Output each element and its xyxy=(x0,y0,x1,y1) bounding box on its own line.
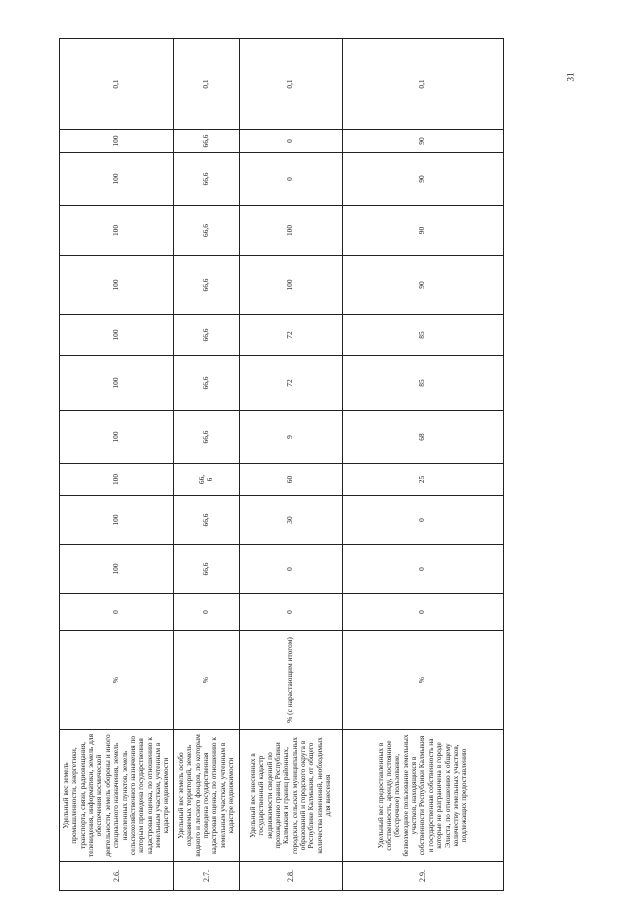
table-row xyxy=(173,39,239,891)
last-value-cell: 0,1 xyxy=(342,39,503,130)
indicator-description: Удельный вес земель особо охраняемых территорий, земель водного и лесного фондов, по которым проведена государственная кадастровая оценка, по отношению к земельным участкам, учтенным в кадастре недвижимости xyxy=(173,730,239,862)
value-cell: 100 xyxy=(239,256,342,315)
unit-cell: % xyxy=(60,631,174,730)
value-cell: 66,6 xyxy=(173,496,239,545)
value-cell: 72 xyxy=(239,356,342,411)
row-number: 2.8. xyxy=(239,862,342,891)
value-cell: 66,6 xyxy=(173,315,239,356)
value-cell: 100 xyxy=(60,545,174,594)
value-cell: 90 xyxy=(342,130,503,153)
row-number: 2.9. xyxy=(342,862,503,891)
row-number: 2.6. xyxy=(60,862,174,891)
value-cell: 100 xyxy=(60,356,174,411)
indicator-description: Удельный вес внесенных в государственный кадастр недвижимости сведений по прохождению границ Республики Калмыкия и границ районных, городских, сельских муниципальных образований и городского округа в Республике Калмыкия, от общего количества изменений, необходимых для внесения xyxy=(239,730,342,862)
value-cell: 0 xyxy=(239,545,342,594)
page-number: 31 xyxy=(565,72,576,82)
table-row xyxy=(239,39,342,891)
value-cell: 100 xyxy=(60,315,174,356)
unit-cell: % xyxy=(342,631,503,730)
indicator-description: Удельный вес земель промышленности, энергетики, транспорта, связи, радиовещания, телевидения, информатики, земель для обеспечения космической деятельности, земель обороны и иного специального назначения, земель населенных пунктов, земель сельскохозяйственного назначения по которым проведена государственная кадастровая оценка, по отношению к земельным участкам, учтенным в кадастре недвижимости xyxy=(60,730,174,862)
last-value-cell: 0,1 xyxy=(60,39,174,130)
value-cell: 66,6 xyxy=(173,411,239,464)
value-cell: 0 xyxy=(60,594,174,631)
table-row xyxy=(342,39,503,891)
value-cell: 100 xyxy=(60,256,174,315)
table-row xyxy=(60,39,174,891)
value-cell: 0 xyxy=(342,545,503,594)
value-cell: 66,6 xyxy=(173,356,239,411)
value-cell: 30 xyxy=(239,496,342,545)
unit-cell: % (с нарастающим итогом) xyxy=(239,631,342,730)
value-cell: 100 xyxy=(60,496,174,545)
value-cell: 85 xyxy=(342,356,503,411)
unit-cell: % xyxy=(173,631,239,730)
value-cell: 0 xyxy=(239,594,342,631)
value-cell: 100 xyxy=(60,464,174,496)
value-cell: 68 xyxy=(342,411,503,464)
value-cell: 100 xyxy=(239,206,342,256)
value-cell: 85 xyxy=(342,315,503,356)
value-cell: 0 xyxy=(239,130,342,153)
value-cell: 0 xyxy=(173,594,239,631)
value-cell: 9 xyxy=(239,411,342,464)
value-cell: 72 xyxy=(239,315,342,356)
value-cell: 66,6 xyxy=(173,256,239,315)
last-value-cell: 0,1 xyxy=(173,39,239,130)
value-cell: 66,6 xyxy=(173,206,239,256)
value-cell: 0 xyxy=(342,594,503,631)
value-cell: 0 xyxy=(342,496,503,545)
value-cell: 90 xyxy=(342,256,503,315)
row-number: 2.7. xyxy=(173,862,239,891)
value-cell: 100 xyxy=(60,130,174,153)
value-cell: 25 xyxy=(342,464,503,496)
value-cell: 60 xyxy=(239,464,342,496)
value-cell: 90 xyxy=(342,153,503,206)
value-cell: 66,6 xyxy=(173,153,239,206)
rotated-table-container xyxy=(59,39,487,891)
value-cell: 100 xyxy=(60,153,174,206)
value-cell: 0 xyxy=(239,153,342,206)
value-cell: 66, 6 xyxy=(173,464,239,496)
value-cell: 66,6 xyxy=(173,130,239,153)
value-cell: 90 xyxy=(342,206,503,256)
indicator-description: Удельный вес предоставленных в собственность, аренду, постоянное (бессрочное) пользование, безвозмездное пользование земельных участков, находящихся в собственности Республики Калмыкия и государственная собственность на которые не разграничена в городе Элиста, по отношению к общему количеству земельных участков, подлежащих предоставлению xyxy=(342,730,503,862)
value-cell: 100 xyxy=(60,206,174,256)
indicators-table xyxy=(59,38,504,891)
last-value-cell: 0,1 xyxy=(239,39,342,130)
value-cell: 100 xyxy=(60,411,174,464)
value-cell: 66,6 xyxy=(173,545,239,594)
